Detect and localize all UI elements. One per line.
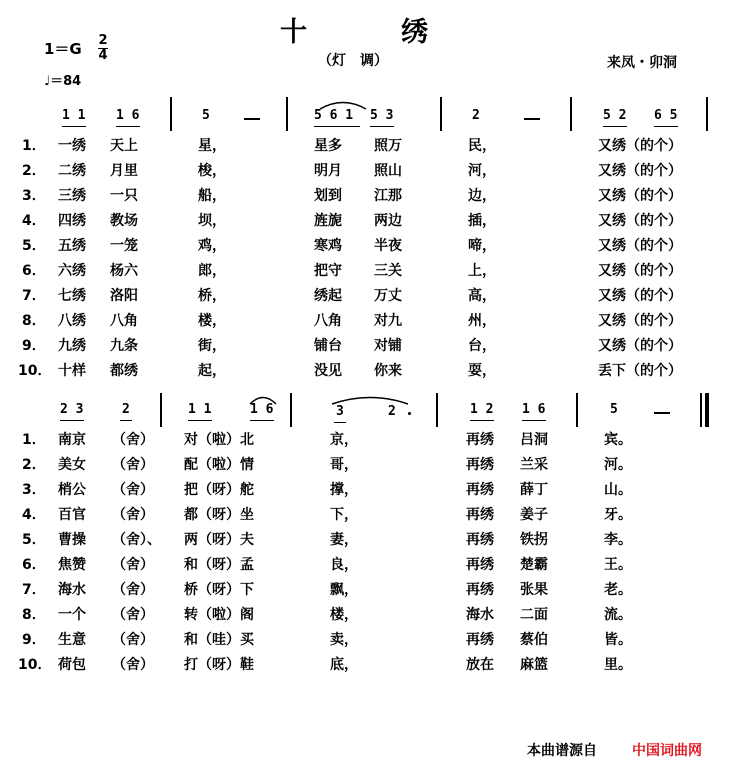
note-group: 5 3	[370, 108, 394, 123]
verse-row: 5． 五绣 一笼 鸡， 寒鸡 半夜 啼， 又绣（的个）	[22, 238, 682, 254]
hold-dash	[654, 412, 670, 414]
note-group: 1 6	[116, 108, 140, 123]
final-bar-line	[700, 393, 702, 427]
verse-row: 7． 七绣 洛阳 桥， 绣起 万丈 高， 又绣（的个）	[22, 288, 682, 304]
song-source: 来凤・卯洞	[607, 55, 677, 71]
note-group: 1 2	[470, 402, 494, 417]
note: 2	[388, 404, 396, 419]
time-denominator: 4	[98, 48, 108, 63]
note: 5	[202, 108, 210, 123]
bar-line	[290, 393, 292, 427]
verse-row: 8． 一个 （舍） 转（啦）阁 楼， 海水 二面 流。	[22, 607, 632, 623]
verse-row: 2． 二绣 月里 梭， 明月 照山 河， 又绣（的个）	[22, 163, 682, 179]
note-group: 5 6 1	[314, 108, 354, 123]
verse-row: 1． 一绣 天上 星， 星多 照万 民， 又绣（的个）	[22, 138, 682, 154]
key-signature: 1＝G	[44, 40, 82, 58]
note: 2	[472, 108, 480, 123]
time-signature	[98, 34, 108, 63]
note-group: 1 6	[522, 402, 546, 417]
verse-row: 8． 八绣 八角 楼， 八角 对九 州， 又绣（的个）	[22, 313, 682, 329]
note: 2	[122, 402, 130, 417]
verse-row: 5． 曹操 （舍）、 两（呀）夫 妻， 再绣 铁拐 李。	[22, 532, 632, 548]
verse-row: 7． 海水 （舍） 桥（呀）下 飘， 再绣 张果 老。	[22, 582, 632, 598]
tempo-mark: ♩＝84	[44, 74, 82, 89]
song-title	[280, 10, 434, 49]
bar-line	[576, 393, 578, 427]
note-group: 1 1	[62, 108, 86, 123]
verse-row: 9． 九绣 九条 街， 铺台 对铺 台， 又绣（的个）	[22, 338, 682, 354]
title-char-1: 十	[280, 17, 313, 48]
note-group: 1 1	[188, 402, 212, 417]
bar-line	[286, 97, 288, 131]
verse-row: 6． 六绣 杨六 郎， 把守 三关 上， 又绣（的个）	[22, 263, 682, 279]
note-group: 2 3	[60, 402, 84, 417]
bar-line	[570, 97, 572, 131]
verse-row: 4． 百官 （舍） 都（呀）坐 下， 再绣 姜子 牙。	[22, 507, 632, 523]
bar-line	[440, 97, 442, 131]
verse-row: 3． 梢公 （舍） 把（呀）舵 撑， 再绣 薛丁 山。	[22, 482, 632, 498]
verse-row: 2． 美女 （舍） 配（啦）情 哥， 再绣 兰采 河。	[22, 457, 632, 473]
hold-dash	[524, 118, 540, 120]
verse-row: 9． 生意 （舍） 和（哇）买 卖， 再绣 蔡伯 皆。	[22, 632, 632, 648]
verse-row: 6． 焦赞 （舍） 和（呀）孟 良， 再绣 楚霸 王。	[22, 557, 632, 573]
note-group: 1 6	[250, 402, 274, 417]
note: 5	[610, 402, 618, 417]
site-link[interactable]: 中国词曲网	[632, 743, 702, 759]
verse-row: 1． 南京 （舍） 对（啦）北 京， 再绣 吕洞 宾。	[22, 432, 632, 448]
bar-line	[160, 393, 162, 427]
note-group: 5 2	[603, 108, 627, 123]
verse-row: 10． 荷包 （舍） 打（呀）鞋 底， 放在 麻篮 里。	[18, 657, 632, 673]
bar-line	[436, 393, 438, 427]
source-note: 本曲谱源自	[527, 743, 597, 759]
song-style: （灯 调）	[318, 53, 388, 69]
bar-line	[706, 97, 708, 131]
verse-row: 3． 三绣 一只 船， 划到 江那 边， 又绣（的个）	[22, 188, 682, 204]
verse-row: 4． 四绣 教场 坝， 旌旎 两边 插， 又绣（的个）	[22, 213, 682, 229]
title-char-2: 绣	[401, 17, 434, 48]
bar-line	[170, 97, 172, 131]
augmentation-dot	[408, 412, 411, 415]
final-bar-thick	[705, 393, 709, 427]
verse-row: 10． 十样 都绣 起， 没见 你来 耍， 丢下（的个）	[18, 363, 682, 379]
note: 3	[336, 404, 344, 419]
time-numerator: 2	[98, 33, 108, 48]
hold-dash	[244, 118, 260, 120]
note-group: 6 5	[654, 108, 678, 123]
